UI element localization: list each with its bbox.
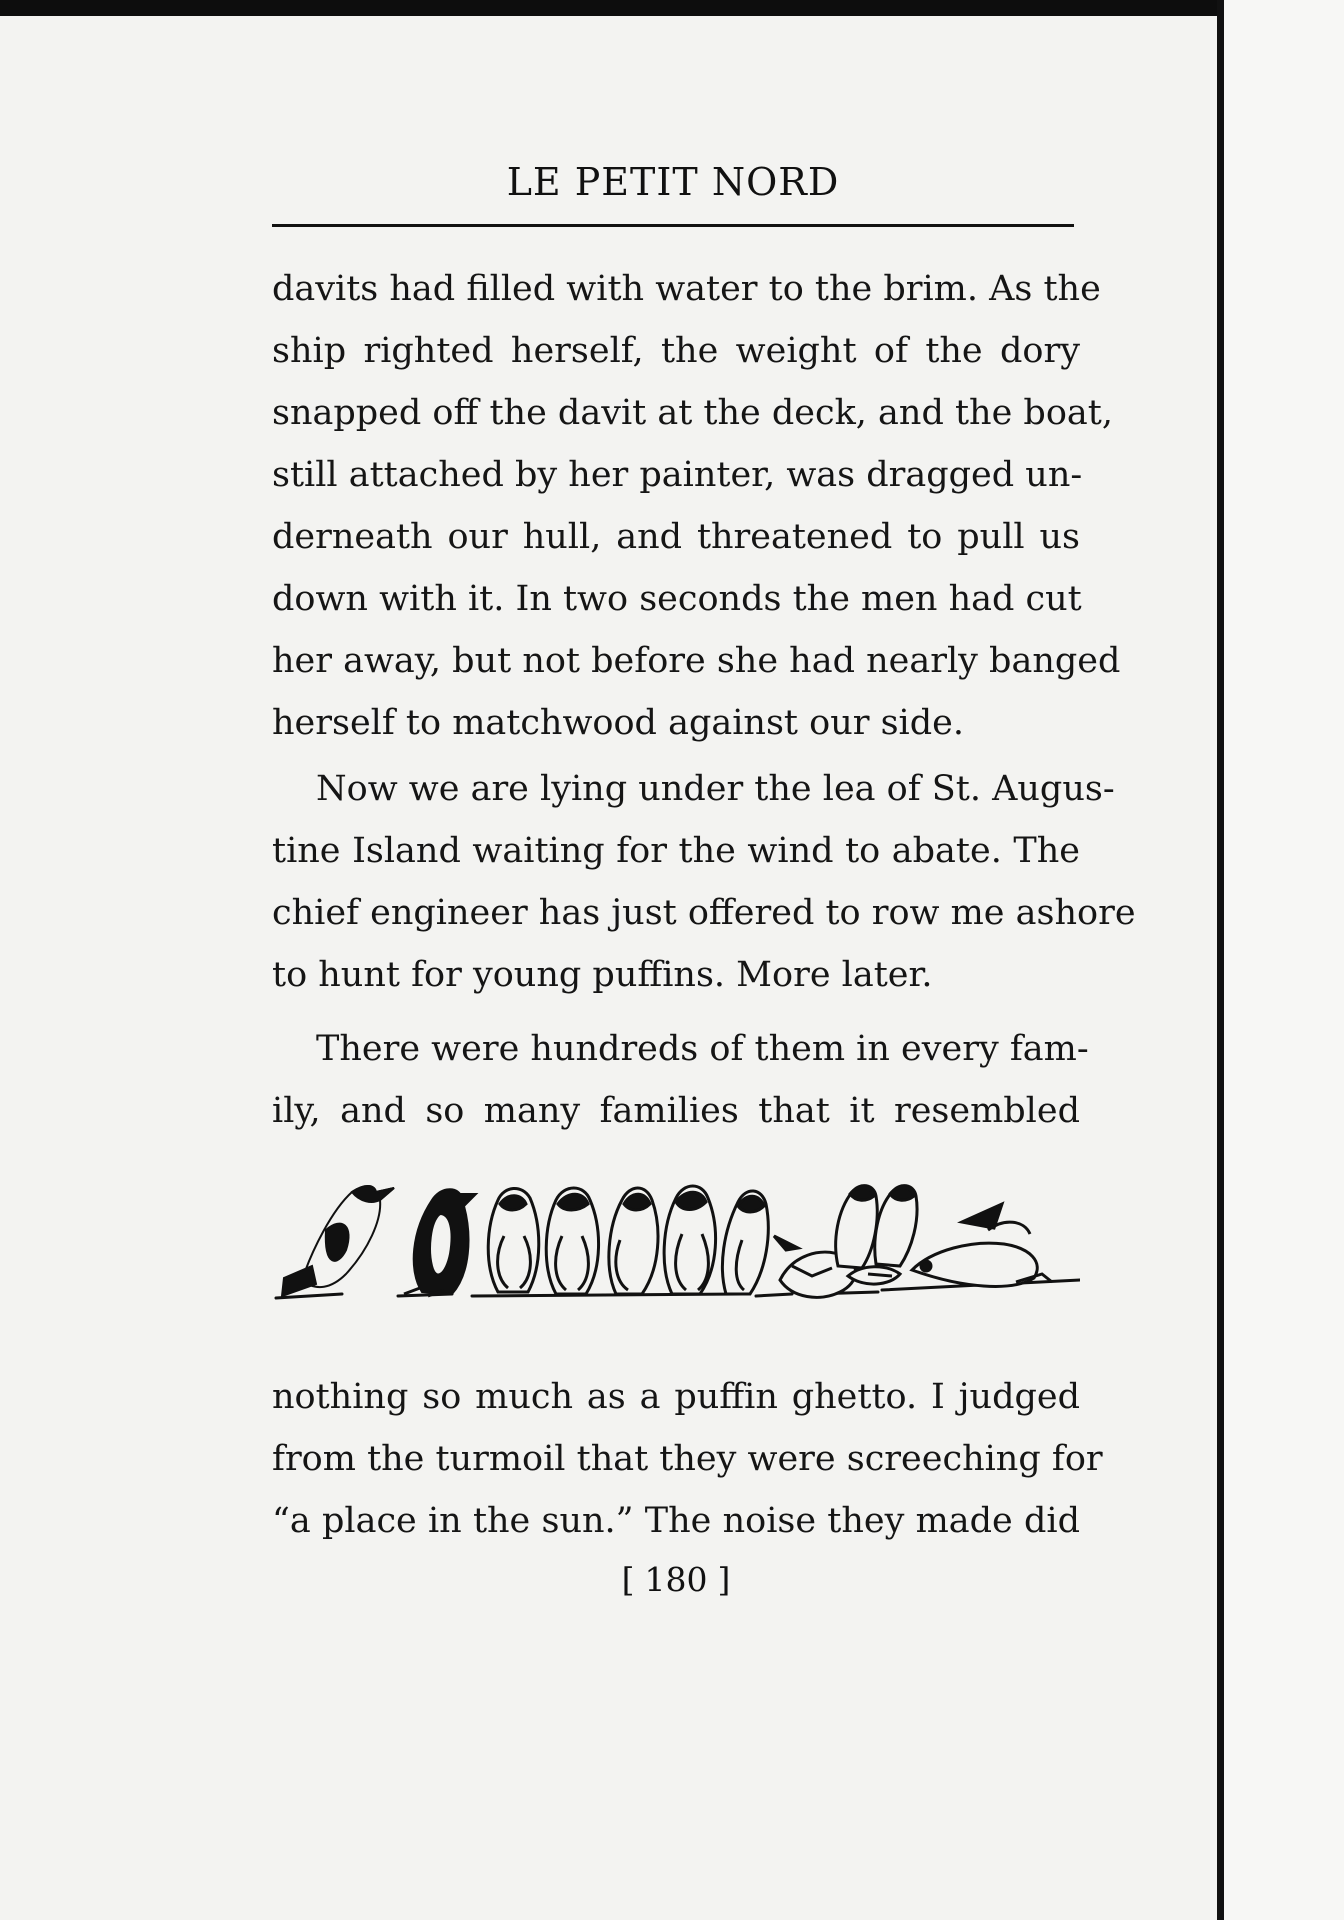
text-line: chief engineer has just offered to row me ashore xyxy=(272,893,1136,933)
page-number xyxy=(272,1560,1080,1599)
binding-rule xyxy=(1217,0,1224,1920)
text-line: ily, and so many families that it resembled xyxy=(272,1091,1080,1131)
paragraph-families xyxy=(272,1018,1089,1142)
text-line: still attached by her painter, was dragged un- xyxy=(272,455,1083,495)
header-rule xyxy=(272,224,1074,227)
puffin-illustration xyxy=(272,1170,1080,1320)
text-line: “a place in the sun.” The noise they made did xyxy=(272,1501,1080,1541)
text-line: her away, but not before she had nearly banged xyxy=(272,641,1121,681)
text-line: ship righted herself, the weight of the dory xyxy=(272,331,1080,371)
running-head: LE PETIT NORD xyxy=(506,160,840,204)
puffin-icon xyxy=(282,1186,394,1296)
folio-number: 180 xyxy=(644,1560,708,1599)
text-line: from the turmoil that they were screeching for xyxy=(272,1439,1103,1479)
text-line: Now we are lying under the lea of St. Augus- xyxy=(316,769,1115,809)
folio-bracket-close: ] xyxy=(717,1560,731,1599)
puffin-icon xyxy=(546,1188,598,1294)
puffin-icon xyxy=(848,1267,900,1284)
puffin-icon xyxy=(722,1191,768,1294)
puffin-icon xyxy=(664,1186,715,1294)
puffin-icon xyxy=(912,1204,1052,1286)
text-line: snapped off the davit at the deck, and the boat, xyxy=(272,393,1113,433)
paragraph-ghetto xyxy=(272,1366,1103,1552)
paragraph-continued xyxy=(272,258,1121,754)
text-line: nothing so much as a puffin ghetto. I judged xyxy=(272,1377,1080,1417)
text-line: to hunt for young puffins. More later. xyxy=(272,955,933,995)
text-line: down with it. In two seconds the men had cut xyxy=(272,579,1082,619)
puffin-icon xyxy=(609,1188,658,1294)
text-line: davits had filled with water to the brim. As the xyxy=(272,269,1101,309)
folio-bracket-open: [ xyxy=(621,1560,635,1599)
puffin-icon xyxy=(488,1188,539,1292)
puffin-icon xyxy=(836,1186,878,1268)
paragraph-lea xyxy=(272,758,1136,1006)
text-line: tine Island waiting for the wind to abate. The xyxy=(272,831,1080,871)
puffin-icon xyxy=(875,1186,917,1266)
text-line: herself to matchwood against our side. xyxy=(272,703,964,743)
puffin-icon xyxy=(404,1189,476,1296)
right-margin xyxy=(1219,0,1344,1920)
text-line: derneath our hull, and threatened to pull us xyxy=(272,517,1080,557)
text-line: There were hundreds of them in every fam- xyxy=(316,1029,1089,1069)
